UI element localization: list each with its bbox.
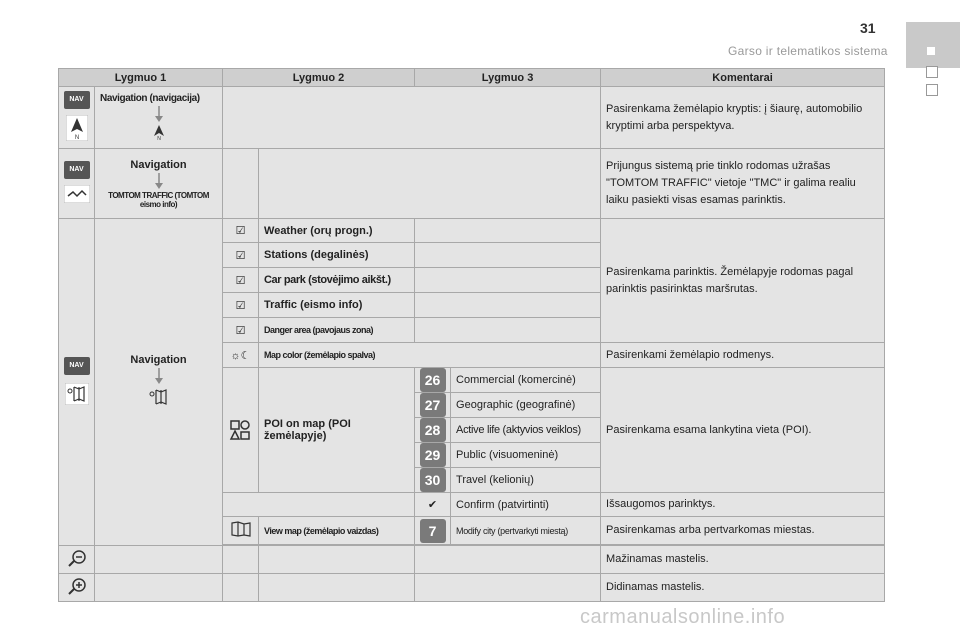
checkbox-icon: ☑ [235, 225, 246, 237]
empty-cell [415, 243, 601, 268]
modify-label: Modify city (pertvarkyti miestą) [451, 517, 601, 545]
empty-cell [415, 574, 601, 602]
header-comments: Komentarai [601, 69, 885, 87]
poi-icon-cell [223, 368, 259, 493]
check-icon: ✔ [427, 499, 438, 511]
num-badge-cell [415, 517, 451, 545]
num-badge-cell [415, 443, 451, 468]
checkbox-icon-cell [223, 268, 259, 293]
empty-cell [223, 87, 601, 149]
watermark: carmanualsonline.info [580, 606, 786, 628]
poi-label: Public (visuomeninė) [451, 443, 601, 468]
arrow-down-icon [154, 173, 164, 189]
comment-text: Pasirenkama parinktis. Žemėlapyje rodomas pagal parinktis pasirinktas maršrutas. [606, 265, 854, 295]
comment-cell: Pasirenkama esama lankytina vieta (POI). [601, 368, 885, 493]
side-tab [906, 22, 960, 68]
level2-label: Navigation [130, 353, 187, 366]
empty-cell [415, 546, 601, 574]
empty-cell [415, 293, 601, 318]
map-settings-icon [65, 383, 89, 405]
svg-text:N: N [156, 136, 161, 140]
table-row [59, 546, 885, 574]
comment-cell: Pasirenkamas arba pertvarkomas miestas. [601, 517, 885, 545]
level1-icons [59, 149, 95, 219]
menu-table [58, 68, 885, 602]
poi-label: Travel (kelionių) [451, 468, 601, 493]
number-badge: 28 [420, 418, 446, 442]
number-badge: 26 [420, 368, 446, 392]
option-label: Car park (stovėjimo aikšt.) [259, 268, 415, 293]
level2-sub-label: TOMTOM TRAFFIC (TOMTOM eismo info) [108, 190, 209, 209]
checkbox-icon-cell [223, 293, 259, 318]
number-badge: 27 [420, 393, 446, 417]
checkbox-icon-cell [223, 318, 259, 343]
level1-icons [59, 219, 95, 546]
poi-label: Active life (aktyvios veiklos) [451, 418, 601, 443]
side-square-1 [926, 66, 938, 78]
number-badge: 29 [420, 443, 446, 467]
checkbox-icon: ☑ [235, 249, 246, 262]
zoom-in-icon [67, 577, 87, 595]
day-night-icon-cell [223, 343, 259, 368]
num-badge-cell [415, 418, 451, 443]
empty-cell [415, 318, 601, 343]
comment-cell: Pasirenkami žemėlapio rodmenys. [601, 343, 885, 368]
arrow-down-icon [154, 368, 164, 384]
comment-cell: Išsaugomos parinktys. [601, 493, 885, 517]
level2-cell [95, 87, 223, 149]
checkbox-icon: ☑ [235, 324, 246, 337]
zoom-in-icon-cell [59, 574, 95, 602]
empty-cell [223, 546, 259, 574]
traffic-info-icon [64, 185, 90, 203]
side-square-2 [926, 84, 938, 96]
comment-cell: Prijungus sistemą prie tinklo rodomas užrašas "TOMTOM TRAFFIC" vietoje "TMC" ir galima realiu laiku pasiekti visas esamas parinktis. [601, 149, 885, 219]
nav-button-icon: NAV [64, 357, 90, 375]
comment-cell: Pasirenkama žemėlapio kryptis: į šiaurę, automobilio kryptimi arba perspektyva. [601, 87, 885, 149]
day-night-icon: ☼☾ [230, 349, 251, 362]
empty-cell [259, 149, 601, 219]
header-level1: Lygmuo 1 [59, 69, 223, 87]
num-badge-cell [415, 368, 451, 393]
empty-cell [223, 149, 259, 219]
level2-label: Navigation (navigacija) [100, 93, 200, 104]
poi-icon [229, 417, 253, 441]
compass-arrow-icon [152, 124, 166, 140]
empty-cell [259, 574, 415, 602]
checkbox-icon-cell [223, 219, 259, 243]
empty-cell [415, 268, 601, 293]
svg-text:N: N [74, 135, 79, 141]
confirm-label: Confirm (patvirtinti) [451, 493, 601, 517]
table-row [59, 219, 885, 243]
map-view-icon [231, 521, 251, 537]
table-row [59, 149, 885, 219]
option-label: Traffic (eismo info) [259, 293, 415, 318]
arrow-down-icon [154, 106, 164, 122]
option-label: Stations (degalinės) [259, 243, 415, 268]
nav-button-icon: NAV [64, 161, 90, 179]
map-settings-icon [147, 386, 171, 408]
zoom-out-icon [67, 549, 87, 567]
empty-cell [223, 574, 259, 602]
num-badge-cell [415, 468, 451, 493]
check-icon-cell [415, 493, 451, 517]
page-number: 31 [860, 20, 876, 36]
checkbox-icon: ☑ [235, 274, 246, 287]
level2-cell [95, 219, 223, 546]
comment-cell: Mažinamas mastelis. [601, 546, 885, 574]
number-badge: 30 [420, 468, 446, 492]
poi-label: Geographic (geografinė) [451, 393, 601, 418]
table-row [59, 574, 885, 602]
option-label: Danger area (pavojaus zona) [259, 318, 415, 343]
table-row [59, 87, 885, 149]
empty-cell [415, 219, 601, 243]
header-level3: Lygmuo 3 [415, 69, 601, 87]
option-label: Weather (orų progn.) [259, 219, 415, 243]
header-level2: Lygmuo 2 [223, 69, 415, 87]
level2-label: Navigation [130, 158, 187, 171]
comment-cell [601, 219, 885, 343]
option-label: View map (žemėlapio vaizdas) [259, 517, 415, 545]
number-badge: 7 [420, 519, 446, 543]
empty-cell [223, 493, 415, 517]
poi-label: Commercial (komercinė) [451, 368, 601, 393]
option-label: Map color (žemėlapio spalva) [259, 343, 601, 368]
map-view-icon-cell [223, 517, 259, 545]
zoom-out-icon-cell [59, 546, 95, 574]
empty-cell [95, 546, 223, 574]
empty-cell [95, 574, 223, 602]
num-badge-cell [415, 393, 451, 418]
level2-cell [95, 149, 223, 219]
checkbox-icon: ☑ [235, 299, 246, 312]
section-title: Garso ir telematikos sistema [728, 44, 888, 58]
north-arrow-icon [66, 115, 88, 141]
empty-cell [259, 546, 415, 574]
level1-icons [59, 87, 95, 149]
checkbox-icon-cell [223, 243, 259, 268]
comment-cell: Didinamas mastelis. [601, 574, 885, 602]
option-label: POI on map (POI žemėlapyje) [259, 368, 415, 493]
side-tab-dot [927, 47, 935, 55]
nav-button-icon: NAV [64, 91, 90, 109]
table-header-row [59, 69, 885, 87]
